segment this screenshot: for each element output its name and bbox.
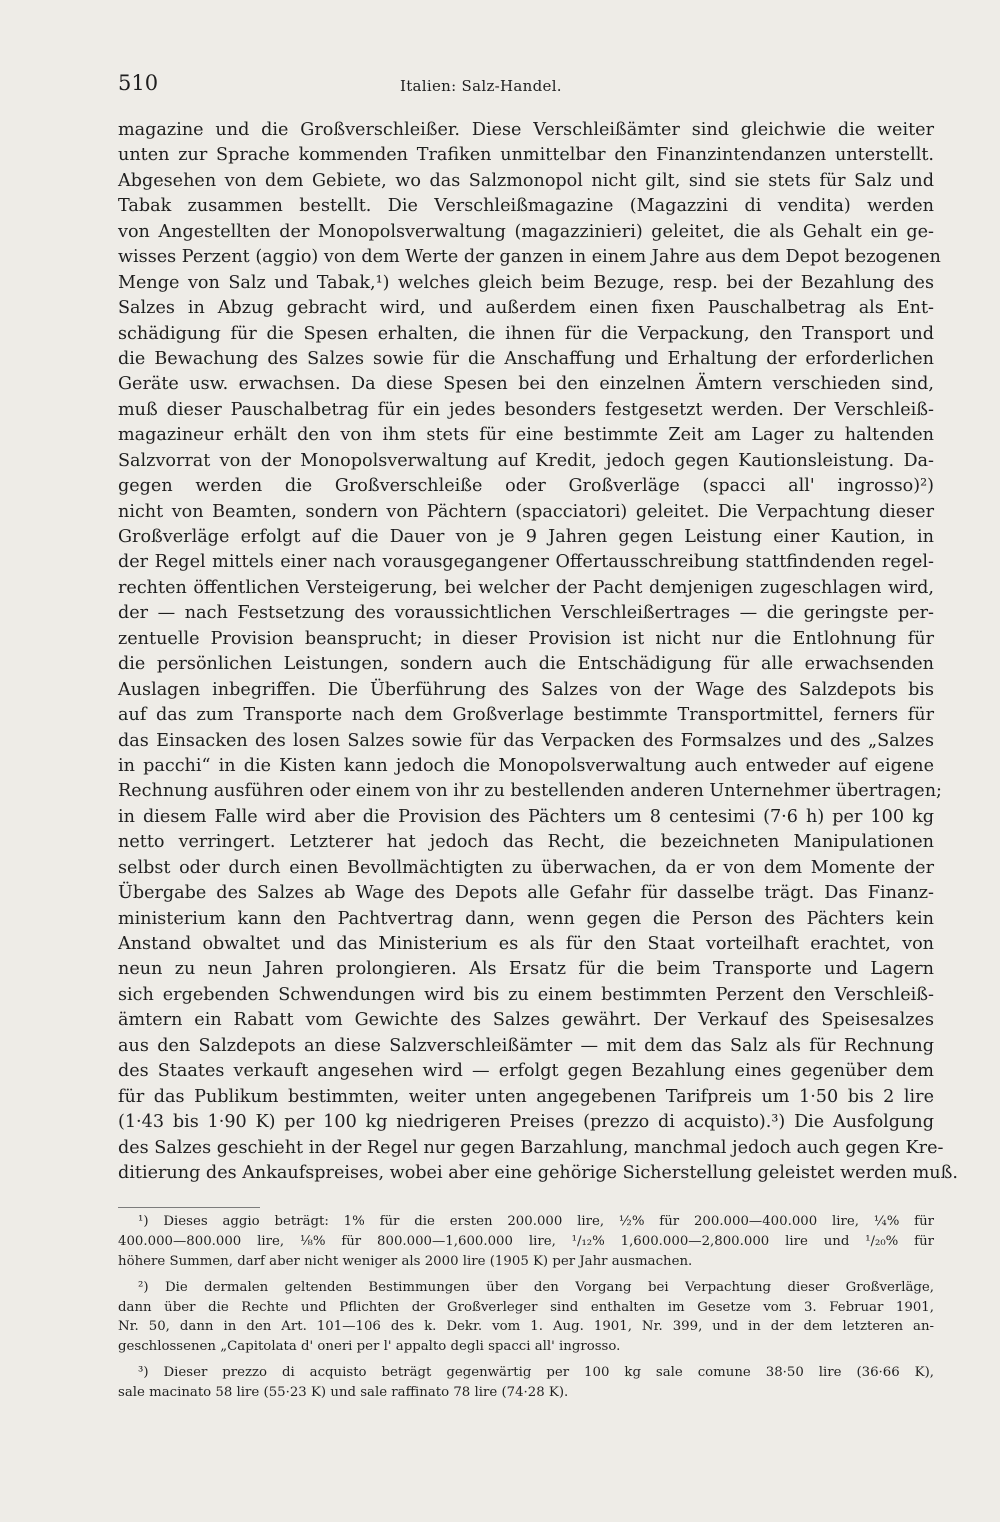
body-line: rechten öffentlichen Versteigerung, bei welcher der Pacht demjenigen zugeschlagen wird, [118,577,934,598]
body-line: neun zu neun Jahren prolongieren. Als Ersatz für die beim Transporte und Lagern [118,959,934,980]
body-line: Großverläge erfolgt auf die Dauer von je 9 Jahren gegen Leistung einer Kaution, in [118,527,934,547]
body-line: gegen werden die Großverschleiße oder Großverläge (spacci all' ingrosso)²) [118,476,934,497]
footnote-line: ³) Dieser prezzo di acquisto beträgt gegenwärtig per 100 kg sale comune 38·50 lire (36·66 K), [138,1365,934,1381]
body-line: der — nach Festsetzung des voraussichtlichen Verschleißertrages — die geringste per- [118,603,934,624]
body-line: selbst oder durch einen Bevollmächtigten zu überwachen, da er von dem Momente der [118,857,934,878]
body-line: des Staates verkauft angesehen wird — erfolgt gegen Bezahlung eines gegenüber dem [118,1061,934,1082]
footnote-line: höhere Summen, darf aber nicht weniger als 2000 lire (1905 K) per Jahr ausmachen. [118,1253,693,1269]
body-line: Übergabe des Salzes ab Wage des Depots alle Gefahr für dasselbe trägt. Das Finanz- [118,883,934,904]
body-line: des Salzes geschieht in der Regel nur gegen Barzahlung, manchmal jedoch auch gegen Kre- [118,1137,944,1158]
body-line: ditierung des Ankaufspreises, wobei aber eine gehörige Sicherstellung geleistet werden muß. [118,1162,958,1183]
body-line: Salzvorrat von der Monopolsverwaltung auf Kredit, jedoch gegen Kautionsleistung. Da- [118,450,934,471]
footnote-line: Nr. 50, dann in den Art. 101—106 des k. Dekr. vom 1. Aug. 1901, Nr. 399, und in der dem letzteren an- [118,1319,934,1335]
body-line: Rechnung ausführen oder einem von ihr zu bestellenden anderen Unternehmer übertragen; [118,781,942,802]
footnote-line: sale macinato 58 lire (55·23 K) und sale raffinato 78 lire (74·28 K). [118,1385,569,1401]
body-line: magazine und die Großverschleißer. Diese Verschleißämter sind gleichwie die weiter [118,120,934,140]
body-line: aus den Salzdepots an diese Salzverschleißämter — mit dem das Salz als für Rechnung [118,1035,934,1056]
body-line: muß dieser Pauschalbetrag für ein jedes besonders festgesetzt werden. Der Verschleiß- [118,399,934,420]
footnote-line: ²) Die dermalen geltenden Bestimmungen über den Vorgang bei Verpachtung dieser Großverläge, [138,1279,934,1295]
footnote-line: ¹) Dieses aggio beträgt: 1% für die ersten 200.000 lire, ½% für 200.000—400.000 lire, ¼% für [138,1214,934,1229]
running-title: Italien: Salz-Handel. [400,77,562,95]
body-line: schädigung für die Spesen erhalten, die ihnen für die Verpackung, den Transport und [118,323,934,344]
body-line: auf das zum Transporte nach dem Großverlage bestimmte Transportmittel, ferners für [118,705,934,726]
footnote-line: 400.000—800.000 lire, ⅛% für 800.000—1,600.000 lire, ¹/₁₂% 1,600.000—2,800.000 lire und ¹/₂₀% für [118,1233,934,1249]
footnote-line: geschlossenen „Capitolata d' oneri per l' appalto degli spacci all' ingrosso. [118,1339,621,1355]
body-line: unten zur Sprache kommenden Trafiken unmittelbar den Finanzintendanzen unterstellt. [118,145,934,166]
body-line: Salzes in Abzug gebracht wird, und außerdem einen fixen Pauschalbetrag als Ent- [118,298,934,319]
body-line: magazineur erhält den von ihm stets für eine bestimmte Zeit am Lager zu haltenden [118,425,934,446]
body-line: Abgesehen von dem Gebiete, wo das Salzmonopol nicht gilt, sind sie stets für Salz und [118,170,934,191]
body-line: netto verringert. Letzterer hat jedoch das Recht, die bezeichneten Manipulationen [118,832,934,853]
body-line: zentuelle Provision beansprucht; in dieser Provision ist nicht nur die Entlohnung für [118,628,934,649]
footnote-2 [118,1278,934,1358]
body-line: Tabak zusammen bestellt. Die Verschleißmagazine (Magazzini di vendita) werden [118,196,934,217]
body-line: in diesem Falle wird aber die Provision des Pächters um 8 centesimi (7·6 h) per 100 kg [118,806,934,827]
body-line: in pacchi“ in die Kisten kann jedoch die Monopolsverwaltung auch entweder auf eigene [118,755,934,776]
footnote-line: dann über die Rechte und Pflichten der Großverleger sind enthalten im Gesetze vom 3. Februar 1901, [118,1299,934,1315]
body-line: Menge von Salz und Tabak,¹) welches gleich beim Bezuge, resp. bei der Bezahlung des [118,272,934,293]
body-line: das Einsacken des losen Salzes sowie für das Verpacken des Formsalzes und des „Salzes [118,730,934,751]
footnote-1 [118,1212,934,1272]
body-line: wisses Perzent (aggio) von dem Werte der ganzen in einem Jahre aus dem Depot bezogenen [118,247,941,268]
body-line: Auslagen inbegriffen. Die Überführung des Salzes von der Wage des Salzdepots bis [118,679,934,700]
body-line: Geräte usw. erwachsen. Da diese Spesen bei den einzelnen Ämtern verschieden sind, [118,374,934,395]
body-line: ämtern ein Rabatt vom Gewichte des Salzes gewährt. Der Verkauf des Speisesalzes [118,1010,934,1031]
page-number: 510 [118,71,159,95]
body-line: für das Publikum bestimmten, weiter unten angegebenen Tarifpreis um 1·50 bis 2 lire [118,1086,934,1107]
body-line: (1·43 bis 1·90 K) per 100 kg niedrigeren Preises (prezzo di acquisto).³) Die Ausfolgung [118,1112,934,1133]
body-line: der Regel mittels einer nach vorausgegangener Offertausschreibung stattfindenden regel- [118,552,934,573]
body-line: nicht von Beamten, sondern von Pächtern (spacciatori) geleitet. Die Verpachtung dieser [118,501,934,522]
body-line: Anstand obwaltet und das Ministerium es als für den Staat vorteilhaft erachtet, von [118,934,934,954]
body-line: sich ergebenden Schwendungen wird bis zu einem bestimmten Perzent den Verschleiß- [118,984,934,1005]
footnote-rule [118,1207,260,1208]
body-line: die persönlichen Leistungen, sondern auch die Entschädigung für alle erwachsenden [118,654,934,675]
body-line: von Angestellten der Monopolsverwaltung (magazzinieri) geleitet, die als Gehalt ein ge- [118,221,934,242]
body-line: ministerium kann den Pachtvertrag dann, wenn gegen die Person des Pächters kein [118,908,934,929]
body-text [118,118,958,1186]
footnote-3 [118,1363,934,1403]
footnotes [118,1212,934,1403]
body-line: die Bewachung des Salzes sowie für die Anschaffung und Erhaltung der erforderlichen [118,348,934,369]
